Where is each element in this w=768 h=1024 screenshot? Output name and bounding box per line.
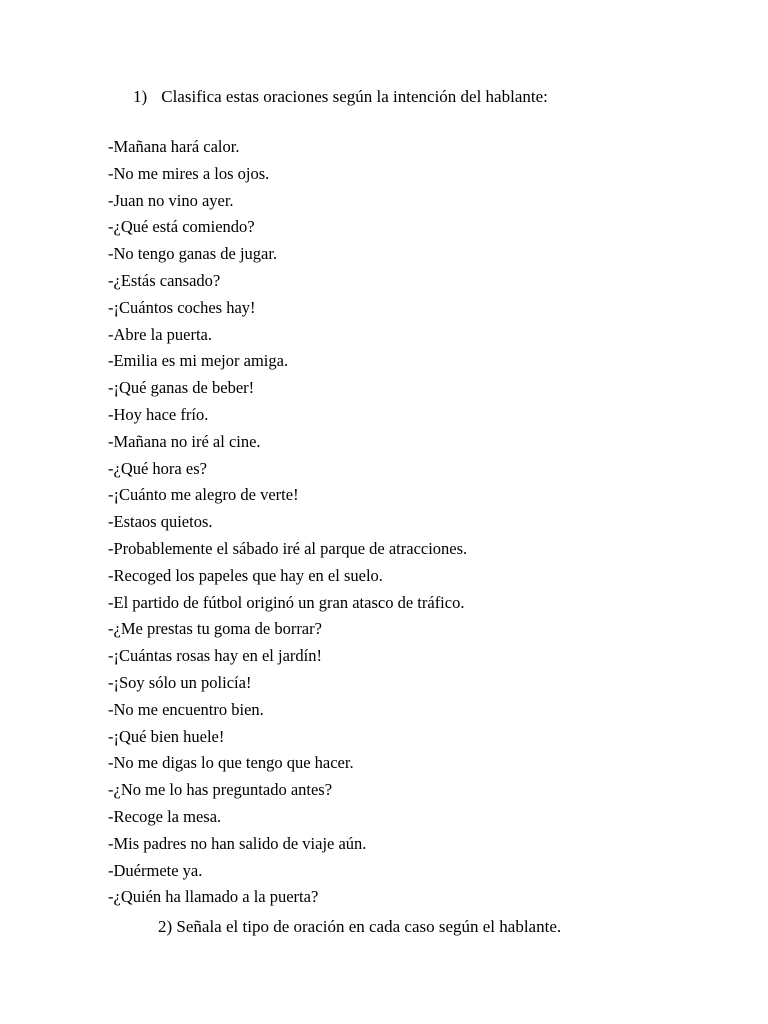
sentence-item: -No me mires a los ojos. (108, 163, 270, 183)
sentence-item: -¡Cuántas rosas hay en el jardín! (108, 646, 322, 666)
sentence-item: -¿Me prestas tu goma de borrar? (108, 619, 322, 639)
sentence-item: -No tengo ganas de jugar. (108, 244, 278, 264)
exercise-1-number: 1) (133, 87, 148, 106)
sentence-item: -¿Quién ha llamado a la puerta? (108, 887, 319, 907)
sentence-item: -Emilia es mi mejor amiga. (108, 351, 289, 371)
sentence-item: -No me encuentro bien. (108, 699, 264, 719)
sentence-item: -¡Soy sólo un policía! (108, 672, 252, 692)
sentence-item: -¡Cuántos coches hay! (108, 297, 256, 317)
sentence-item: -Mañana no iré al cine. (108, 431, 261, 451)
sentence-item: -¿No me lo has preguntado antes? (108, 780, 333, 800)
sentence-item: -¡Cuánto me alegro de verte! (108, 485, 299, 505)
sentence-item: -El partido de fútbol originó un gran atasco de tráfico. (108, 592, 465, 612)
sentence-item: -Juan no vino ayer. (108, 190, 234, 210)
sentence-item: -Mis padres no han salido de viaje aún. (108, 833, 367, 853)
sentence-item: -Probablemente el sábado iré al parque de atracciones. (108, 538, 468, 558)
sentence-item: -¡Qué bien huele! (108, 726, 225, 746)
sentence-item: -Duérmete ya. (108, 860, 203, 880)
sentence-list (108, 136, 467, 913)
exercise-2-heading: 2) Señala el tipo de oración en cada caso según el hablante. (158, 917, 562, 936)
sentence-item: -Recoge la mesa. (108, 806, 222, 826)
sentence-item: -Abre la puerta. (108, 324, 212, 344)
sentence-item: -¡Qué ganas de beber! (108, 378, 255, 398)
sentence-item: -Estaos quietos. (108, 512, 213, 532)
sentence-item: -No me digas lo que tengo que hacer. (108, 753, 354, 773)
sentence-item: -Hoy hace frío. (108, 404, 209, 424)
sentence-item: -¿Estás cansado? (108, 270, 221, 290)
exercise-1-heading (133, 86, 548, 108)
sentence-item: -¿Qué hora es? (108, 458, 207, 478)
sentence-item: -Recoged los papeles que hay en el suelo. (108, 565, 383, 585)
exercise-1-title: Clasifica estas oraciones según la intención del hablante: (161, 87, 548, 106)
sentence-item: -Mañana hará calor. (108, 137, 240, 156)
sentence-item: -¿Qué está comiendo? (108, 217, 255, 237)
